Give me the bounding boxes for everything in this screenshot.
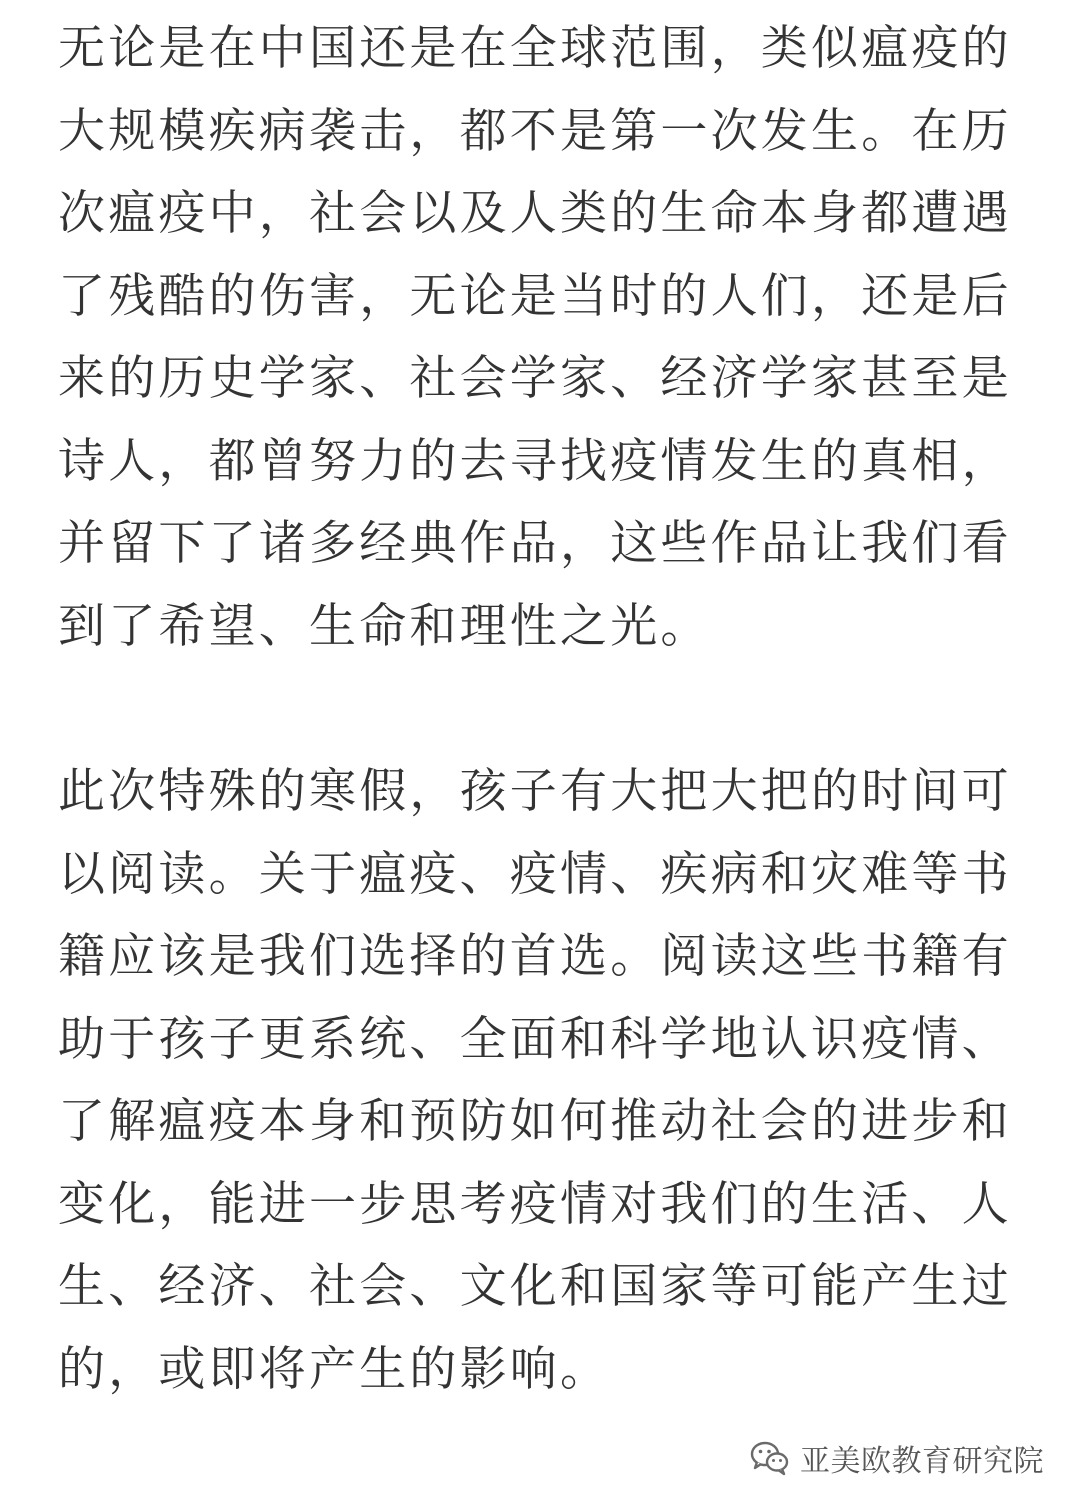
article-body [58,8,1038,1411]
text-line: 来的历史学家、社会学家、经济学家甚至是 [58,351,1012,406]
watermark [750,1432,1044,1484]
text-line: 以阅读。关于瘟疫、疫情、疾病和灾难等书 [58,846,1012,902]
text-line: 籍应该是我们选择的首选。阅读这些书籍有 [58,929,1012,984]
watermark-text: 亚美欧教育研究院 [800,1444,1044,1479]
text-line: 助于孩子更系统、全面和科学地认识疫情、 [58,1011,1012,1067]
text-line: 生、经济、社会、文化和国家等可能产生过 [58,1259,1012,1314]
text-line: 此次特殊的寒假，孩子有大把大把的时间可 [58,764,1012,819]
paragraph-2 [58,751,1038,1411]
text-line: 了解瘟疫本身和预防如何推动社会的进步和 [58,1094,1012,1149]
text-line: 变化，能进一步思考疫情对我们的生活、人 [58,1176,1012,1232]
text-line: 并留下了诸多经典作品，这些作品让我们看 [58,516,1012,571]
wechat-icon [750,1440,790,1476]
text-line: 大规模疾病袭击，都不是第一次发生。在历 [58,103,1012,159]
text-line: 到了希望、生命和理性之光。 [58,598,711,654]
text-line: 诗人，都曾努力的去寻找疫情发生的真相， [58,433,1012,489]
text-line: 了残酷的伤害，无论是当时的人们，还是后 [58,268,1012,324]
text-line: 无论是在中国还是在全球范围，类似瘟疫的 [58,21,1012,76]
text-line: 次瘟疫中，社会以及人类的生命本身都遭遇 [58,186,1012,241]
paragraph-1 [58,8,1038,668]
text-line: 的，或即将产生的影响。 [58,1341,611,1397]
